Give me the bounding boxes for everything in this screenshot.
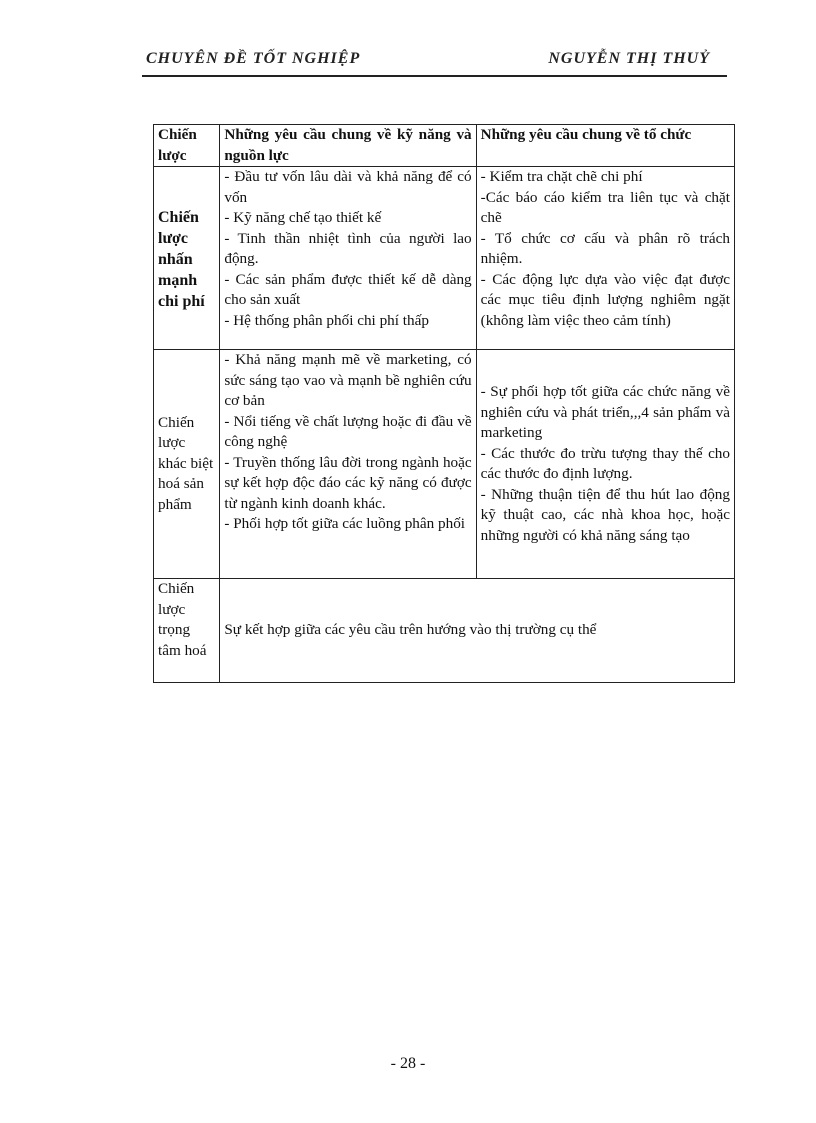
strategy-cell: Chiến lược nhấn mạnh chi phí (154, 167, 220, 350)
skills-cell (220, 167, 476, 350)
list-item: - Các động lực dựa vào việc đạt được các mục tiêu định lượng nghiêm ngặt (không làm việc theo cảm tính) (480, 270, 730, 329)
list-item: - Sự phối hợp tốt giữa các chức năng về nghiên cứu và phát triển,,,4 sản phẩm và marketing (480, 383, 730, 441)
list-item: - Tinh thần nhiệt tình của người lao động. (224, 229, 472, 267)
table-row (154, 350, 735, 579)
header-author-name: NGUYỄN THỊ THUỶ (548, 50, 710, 67)
list-item: - Các thước đo trừu tượng thay thế cho các thước đo định lượng. (480, 444, 730, 482)
list-item: - Kỹ năng chế tạo thiết kế (224, 209, 382, 226)
list-item: - Hệ thống phân phối chi phí thấp (224, 311, 429, 329)
list-item: - Phối hợp tốt giữa các luồng phân phối (224, 515, 466, 532)
organization-cell (476, 350, 734, 579)
strategy-cell: Chiến lược khác biệt hoá sản phẩm (154, 350, 220, 579)
organization-cell (476, 167, 734, 350)
header-cell-skills: Những yêu cầu chung về kỹ năng và nguồn lực (220, 125, 476, 167)
skills-cell (220, 350, 476, 579)
header-cell-strategy: Chiến lược (154, 125, 220, 167)
header-left-title: CHUYÊN ĐỀ TỐT NGHIỆP (146, 50, 361, 67)
list-item: - Tổ chức cơ cấu và phân rõ trách nhiệm. (480, 229, 730, 267)
page-number: - 28 - (390, 1055, 426, 1072)
combined-requirements-cell: Sự kết hợp giữa các yêu cầu trên hướng vào thị trường cụ thể (220, 579, 735, 683)
list-item: - Đầu tư vốn lâu dài và khả năng để có vốn (224, 168, 472, 206)
list-item: - Khả năng mạnh mẽ về marketing, có sức sáng tạo vao và mạnh bề nghiên cứu cơ bản (224, 351, 472, 409)
page-header (144, 50, 726, 74)
list-item: - Nổi tiếng về chất lượng hoặc đi đầu về công nghệ (224, 412, 472, 450)
list-item: - Các sản phẩm được thiết kế dễ dàng cho sản xuất (224, 270, 472, 308)
header-cell-organization: Những yêu cầu chung về tổ chức (476, 125, 734, 167)
list-item: - Truyền thống lâu đời trong ngành hoặc sự kết hợp độc đáo các kỹ năng có được từ ngành kinh doanh khác. (224, 453, 472, 512)
table-row (154, 167, 735, 350)
table-row (154, 579, 735, 683)
strategy-cell: Chiến lược trọng tâm hoá (154, 579, 220, 683)
list-item: - Kiểm tra chặt chẽ chi phí (480, 168, 643, 185)
list-item: -Các báo cáo kiểm tra liên tục và chặt chẽ (480, 188, 730, 226)
header-rule (142, 75, 727, 77)
table-header-row (154, 125, 735, 167)
strategy-requirements-table (153, 124, 735, 683)
list-item: - Những thuận tiện để thu hút lao động kỹ thuật cao, các nhà khoa học, hoặc những người có khả năng sáng tạo (480, 485, 730, 544)
